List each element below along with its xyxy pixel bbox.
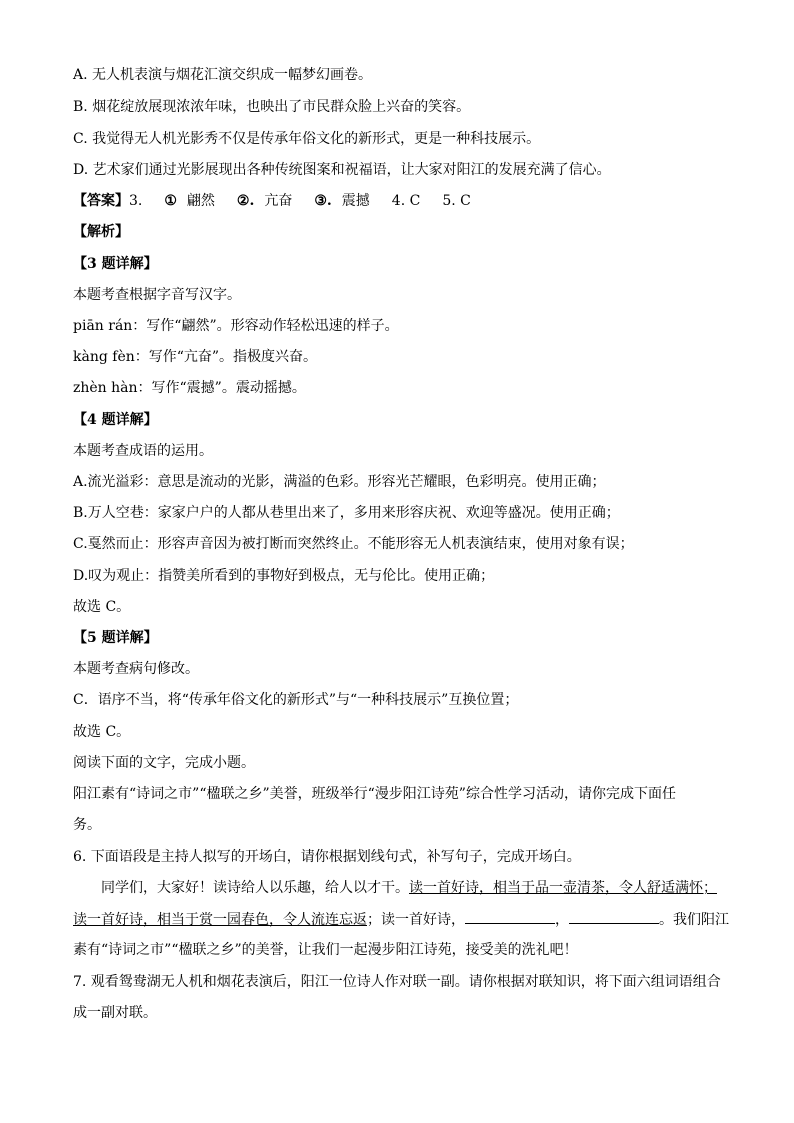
q6-answer-blank-1[interactable]: [465, 909, 555, 924]
q6-underlined-sentence-1: 读一首好诗，相当于品一壶清茶，令人舒适满怀；: [409, 880, 717, 896]
q3-line-1: piān rán：写作“翩然”。形容动作轻松迅速的样子。: [73, 318, 399, 334]
q4-title: 【4 题详解】: [73, 412, 158, 428]
answer-word-3: 震撼: [341, 193, 370, 209]
q3-title: 【3 题详解】: [73, 256, 158, 272]
option-b: B. 烟花绽放展现浓浓年味，也映出了市民群众脸上兴奋的笑容。: [73, 99, 471, 115]
question-7-line-1: 7. 观看鸳鸯湖无人机和烟花表演后，阳江一位诗人作对联一副。请你根据对联知识，将下面六组词语组合: [73, 974, 721, 990]
q6-passage-line-2: [73, 909, 734, 930]
q6-passage-text-2: ；读一首好诗，: [367, 912, 465, 928]
q5-conclusion: 故选 C。: [73, 724, 131, 740]
analysis-label: 【解析】: [73, 224, 129, 240]
q4-option-b: B.万人空巷：家家户户的人都从巷里出来了，多用来形容庆祝、欢迎等盛况。使用正确；: [73, 505, 620, 521]
question-6: 6. 下面语段是主持人拟写的开场白，请你根据划线句式，补写句子，完成开场白。: [73, 849, 581, 865]
q4-option-c: C.戛然而止：形容声音因为被打断而突然终止。不能形容无人机表演结束，使用对象有误；: [73, 536, 634, 552]
q5-title: 【5 题详解】: [73, 630, 158, 646]
reading-para-2: 务。: [73, 817, 101, 833]
answer-num-3: ③.: [314, 193, 332, 209]
answer-q5: 5. C: [442, 193, 471, 209]
q5-intro: 本题考查病句修改。: [73, 661, 199, 677]
q6-passage-text-3: 。我们阳江: [659, 912, 729, 928]
q3-intro: 本题考查根据字音写汉字。: [73, 287, 241, 303]
q4-option-a: A.流光溢彩：意思是流动的光影，满溢的色彩。形容光芒耀眼，色彩明亮。使用正确；: [73, 474, 606, 490]
answer-num-1: ①: [164, 193, 177, 209]
q3-line-3: zhèn hàn：写作“震撼”。震动摇撼。: [73, 380, 306, 396]
q6-comma: ，: [555, 912, 569, 928]
q6-passage-line-3: 素有“诗词之市”“楹联之乡”的美誉，让我们一起漫步阳江诗苑，接受美的洗礼吧！: [73, 942, 578, 958]
q3-line-2: kàng fèn：写作“亢奋”。指极度兴奋。: [73, 349, 318, 365]
q6-underlined-sentence-2: 读一首好诗，相当于赏一园春色，令人流连忘返: [73, 912, 367, 928]
question-7-line-2: 成一副对联。: [73, 1005, 157, 1021]
q6-passage-line-1: [101, 878, 734, 898]
answer-line: [73, 191, 734, 211]
q5-option-c: C．语序不当，将“传承年俗文化的新形式”与“一种科技展示”互换位置；: [73, 692, 519, 708]
reading-intro: 阅读下面的文字，完成小题。: [73, 755, 255, 771]
option-d: D. 艺术家们通过光影展现出各种传统图案和祝福语，让大家对阳江的发展充满了信心。: [73, 162, 611, 178]
answer-q3: 3.: [129, 193, 143, 209]
q6-answer-blank-2[interactable]: [569, 909, 659, 924]
q4-intro: 本题考查成语的运用。: [73, 443, 213, 459]
answer-word-1: 翩然: [186, 193, 215, 209]
answer-word-2: 亢奋: [264, 193, 293, 209]
reading-para-1: 阳江素有“诗词之市”“楹联之乡”美誉，班级举行“漫步阳江诗苑”综合性学习活动，请你完成下面任: [73, 786, 676, 802]
answer-q4: 4. C: [391, 193, 421, 209]
answer-num-2: ②.: [236, 193, 255, 209]
q6-passage-text: 同学们，大家好！读诗给人以乐趣，给人以才干。: [101, 880, 409, 896]
option-a: A. 无人机表演与烟花汇演交织成一幅梦幻画卷。: [73, 67, 373, 83]
option-c: C. 我觉得无人机光影秀不仅是传承年俗文化的新形式，更是一种科技展示。: [73, 131, 541, 147]
answer-label: 【答案】: [73, 193, 129, 209]
q4-conclusion: 故选 C。: [73, 599, 131, 615]
q4-option-d: D.叹为观止：指赞美所看到的事物好到极点，无与伦比。使用正确；: [73, 568, 495, 584]
